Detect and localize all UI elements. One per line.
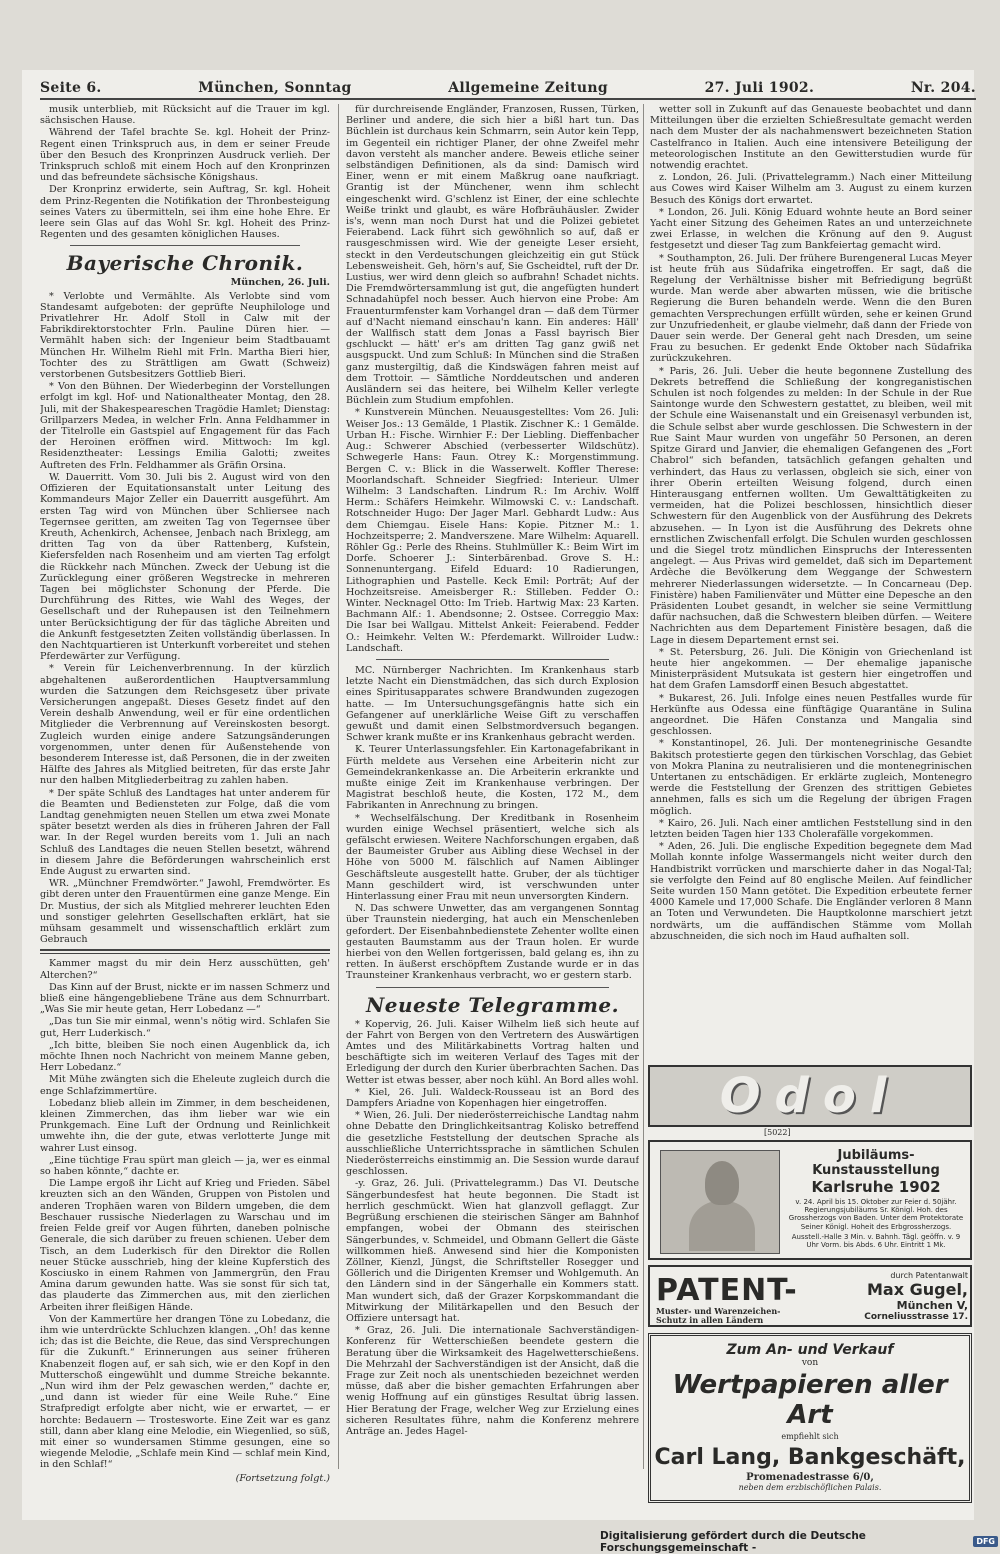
exhibition-text [786,1148,966,1249]
telegram-item: * Kairo, 26. Juli. Nach einer amtlichen Feststellung sind in den letzten beiden Tagen hier 133 Cholerafälle vorgekommen. [650,817,972,840]
ad-code: [5022] [764,1128,791,1137]
serial-paragraph: Die Lampe ergoß ihr Licht auf Krieg und Frieden. Säbel kreuzten sich an den Wänden, Gruppen von Pistolen und anderen Trophäen waren von Bildern umgeben, die dem Beschauer russische Niederlagen zu Warschau und im freien Felde greif vor Augen führten, daneben polnische Generale, die sich darüber zu freuen schienen. Ueber dem Tisch, an dem Luderkisch für den Direktor die Rollen neuer Stücke ausschrieb, hing der kleine Kupferstich des Kosciusko in einem Rahmen von Jammergrün, den Frau Amina darum gewunden hatte. Was sie sonst für sich tat, das plauderte das Zimmerchen aus, mit den zierlichen Arbeiten ihrer fleißigen Hände. [40,1178,330,1313]
patent-heading: PATENT- [656,1273,798,1308]
bank-ad-line-4: empfiehlt sich [781,1432,839,1441]
dateline: München, 26. Juli. [230,277,330,289]
exhibition-details: v. 24. April bis 15. Oktober zur Feier d. 50jähr. Regierungsjubiläums Sr. Königl. Hoh. des Grossherzogs von Baden. Unter dem Protektorate Seiner Königl. Hoheit des Erbgrossherzogs. [788,1198,964,1231]
patent-advertisement [648,1265,972,1327]
news-item: * Verein für Leichenverbrennung. In der kürzlich abgehaltenen außerordentlichen Hauptversammlung wurden die Satzungen dem Reichsgesetz über private Versicherungen angepaßt. Dieses Gesetz findet auf den Verein deshalb Anwendung, weil er für eine ordentlichen Mitglieder die Verbrennung auf Vereinskosten besorgt. Zugleich wurden einige andere Satzungsänderungen vorgenommen, unter denen für Außenstehende von besonderem Interesse ist, daß Personen, die in der zweiten Hälfte des Jahres als Mitglied beitreten, für das erste Jahr nur den halben Mitgliederbeitrag zu zahlen haben. [40,663,330,787]
paragraph: musik unterblieb, mit Rücksicht auf die Trauer im kgl. sächsischen Hause. [40,104,330,127]
serial-paragraph: Das Kinn auf der Brust, nickte er im nassen Schmerz und bließ eine hängengebliebene Träne aus dem Schnurrbart. „Was Sie mir heute getan, Herr Lobedanz —“ [40,981,330,1016]
column-divider [643,104,644,1469]
section-title-neueste-telegramme: Neueste Telegramme. [365,992,620,1017]
patent-street: Corneliusstrasse 17. [864,1312,968,1322]
place-day: München, Sonntag [198,80,352,96]
telegram-item: * Aden, 26. Juli. Die englische Expedition begegnete dem Mad Mollah konnte infolge Wassermangels nicht weiter durch den Handbistrikt vorrücken und marschierte daher in das Nogal-Tal; sie verfolgte den Feind auf 80 englische Meilen. Auf feindlicher Seite wurden 150 Mann getötet. Die Expedition erbeutete ferner 4000 Kamele und 17,000 Schafe. Die Engländer verloren 8 Mann an Toten und Verwundeten. Die Hauptkolonne marschiert jetzt nordwärts, um die auffändischen Stämme vom Mollah abzuschneiden, die sich noch im Haud aufhalten soll. [650,841,972,942]
telegram-item: * Kopervig, 26. Juli. Kaiser Wilhelm ließ sich heute auf der Fahrt von Bergen von den Vertretern des Auswärtigen Amtes und des Militärkabinetts Vortrag halten und beschäftigte sich im weiteren Verlauf des Tages mit der Erledigung der durch den Kurier überbrachten Sachen. Das Wetter ist etwas besser, aber noch kühl. An Bord alles wohl. [346,1018,639,1086]
footer-text: Digitalisierung gefördert durch die Deutsche Forschungsgemeinschaft - [600,1529,866,1554]
odol-advertisement [648,1065,972,1127]
issue-date: 27. Juli 1902. [704,80,815,96]
section-title-bayerische-chronik: Bayerische Chronik. [66,251,304,276]
serial-paragraph: Lobedanz blieb allein im Zimmer, in dem bescheidenen, kleinen Zimmerchen, das ihm lieber war wie ein Prunkgemach. Eine Luft der Ordnung und Reinlichkeit umwehte ihn, die der gute, etwas verlotterte Junge mit wahrer Lust einsog. [40,1097,330,1154]
serial-paragraph: „Das tun Sie mir einmal, wenn's nötig wird. Schlafen Sie gut, Herr Luderkisch.“ [40,1016,330,1039]
telegram-item: * Graz, 26. Juli. Die internationale Sachverständigen-Konferenz für Wetterschießen beendete gestern die Beratung über die Wirksamkeit des Hagelwetterschießens. Die Mehrzahl der Sachverständigen ist der Ansicht, daß die Frage zur Zeit noch als unentschieden bezeichnet werden müsse, daß aber die bisher gemachten Erfahrungen aber wenig Hoffnung auf ein günstiges Resultat übrig lassen. Hier Beratung der Frage, welcher Weg zur Erzielung eines sicheren Resultates führe, nahm die Konferenz mehrere Anträge an. Jedes Hagel- [346,1325,639,1437]
telegram-item: -y. Graz, 26. Juli. (Privattelegramm.) Das VI. Deutsche Sängerbundesfest hat heute begonnen. Die Stadt ist herrlich geschmückt. Wien hat glanzvoll geflaggt. Zur Begrüßung erschienen die steirischen Sänger am Bahnhof empfangen, wobei der Obmann des steirischen Sängerbundes, v. Schmeidel, und Obmann Gellert die Gäste willkommen hieß. Anwesend sind hier die Komponisten Zöllner, Kienzl, Jüngst, die Schriftsteller Rosegger und Göllerich und die Dirigenten Kremser und Wohlgemuth. An den Ländern sind in der Sängerhalle ein Kommers statt. Man wundert sich, daß der Grazer Korpskommandant die Mitwirkung der Militärkapellen und den Besuch der Offiziere untersagt hat. [346,1178,639,1324]
issue-number: Nr. 204. [910,80,976,96]
exhibition-title-2: Kunstausstellung [812,1163,940,1178]
telegram-item: wetter soll in Zukunft auf das Genaueste beobachtet und dann Mitteilungen über die erzielten Schießresultate gemacht werden nach dem Muster der als nachahmenswert bezeichneten Station Castelfranco in Italien. Auch eine intensivere Beteiligung der meteorologischen Institute an den Gewitterstudien wurde für notwendig erachtet. [650,104,972,172]
news-item: * Verlobte und Vermählte. Als Verlobte sind vom Standesamt aufgeboten: der geprüfte Neuphilologe und Privatlehrer Hr. Adolf Stoll in Calw mit der Fabrikdirektorstochter Frln. Pauline Düren hier. — Vermählt haben sich: der Ingenieur beim Stadtbauamt München Hr. Wilhelm Riehl mit Frln. Martha Bieri hier, Tochter des zu Strättligen am Gwatt (Schweiz) verstorbenen Gutsbesitzers Gottlieb Bieri. [40,290,330,381]
serial-paragraph: „Eine tüchtige Frau spürt man gleich — ja, wer es einmal so haben könnte,“ dachte er. [40,1154,330,1178]
news-item: MC. Nürnberger Nachrichten. Im Krankenhaus starb letzte Nacht ein Dienstmädchen, das sich durch Explosion eines Spiritusapparates schwere Brandwunden zugezogen hatte. — Im Untersuchungsgefängnis hatte sich ein Gefangener auf unerklärliche Weise Gift zu verschaffen gewußt und damit einen Selbstmordversuch begangen. Schwer krank mußte er ins Krankenhaus gebracht werden. [346,664,639,744]
serial-paragraph: Kammer magst du mir dein Herz ausschütten, geh' Alterchen?“ [40,958,330,981]
bank-ad-line-2: von [801,1358,819,1368]
telegram-item: * St. Petersburg, 26. Juli. Die Königin von Griechenland ist heute hier angekommen. — Der ehemalige japanische Ministerpräsident Mutsukata ist gestern hier eingetroffen und hat dem Grafen Lamsdorff einen Besuch abgestattet. [650,646,972,692]
telegram-item: * Southampton, 26. Juli. Der frühere Burengeneral Lucas Meyer ist heute früh aus Südafrika eingetroffen. Er sagt, daß die Regelung der Verhältnisse bisher mit Befriedigung begrüßt wurde. Man werde aber abwarten müssen, wie die britische Regierung die Buren behandeln werde. Wenn die den Buren gemachten Versprechungen erfüllt würden, sehe er keinen Grund zur Unzufriedenheit, er glaube vielmehr, daß dann der Friede von Dauer sein werde. Der General geht nach Dresden, um seine Frau zu besuchen. Er gedenkt Ende Oktober nach Südafrika zurückzukehren. [650,252,972,365]
news-item: K. Teurer Unterlassungsfehler. Ein Kartonagefabrikant in Fürth meldete aus Versehen eine Arbeiterin nicht zur Gemeindekrankenkasse an. Die Arbeiterin erkrankte und mußte einige Zeit im Krankenhause verbringen. Der Magistrat beschloß heute, die Kosten, 172 M., dem Fabrikanten in Anrechnung zu bringen. [346,744,639,812]
news-item: N. Das schwere Unwetter, das am vergangenen Sonntag über Traunstein niederging, hat auch ein Menschenleben gefordert. Der Eisenbahnbedienstete Zehenter wollte einen gestauten Baumstamm aus der Traun holen. Er wurde hierbei von den Wellen fortgerissen, bald gelang es, ihn zu retten. In äußerst erschöpftem Zustande wurde er in das Traunsteiner Krankenhaus verbracht, wo er gestern starb. [346,903,639,982]
separator [376,987,609,988]
bank-ad-line-1: Zum An- und Verkauf [726,1342,894,1358]
bank-ad-name: Carl Lang, Bankgeschäft, [654,1445,966,1470]
bank-ad-content [651,1336,969,1492]
newspaper-name: Allgemeine Zeitung [448,80,608,96]
news-item: * Von den Bühnen. Der Wiederbeginn der Vorstellungen erfolgt im kgl. Hof- und Nationaltheater Montag, den 28. Juli, mit der Shakespeareschen Tragödie Hamlet; Dienstag: Grillparzers Medea, in welcher Frln. Anna Feldhammer in der Titelrolle ein Gastspiel auf Engagement für das Fach der Heroinen eröffnen wird. Mittwoch: Im kgl. Residenztheater: Lessings Emilia Galotti; zweites Auftreten des Frln. Feldhammer als Gräfin Orsina. [40,381,330,471]
telegram-item: * Wien, 26. Juli. Der niederösterreichische Landtag nahm ohne Debatte den Dringlichkeitsantrag Kolisko betreffend die gesetzliche Feststellung der deutschen Sprache als ausschließliche Unterrichtssprache in sämtlichen Schulen Niederösterreichs einstimmig an. Die Session wurde darauf geschlossen. [346,1110,639,1178]
column-divider [338,104,339,1469]
exhibition-advertisement [648,1140,972,1260]
patent-subtext: Muster- und Warenzeichen-Schutz in allen Ländern [656,1306,781,1325]
continuation-note: (Fortsetzung folgt.) [235,1472,330,1484]
feuilleton-separator [40,949,330,954]
dfg-logo-icon: DFG [973,1536,998,1547]
bank-ad-headline: Wertpapieren aller Art [672,1370,948,1430]
news-item: * Wechselfälschung. Der Kreditbank in Rosenheim wurden einige Wechsel präsentiert, welche sich als gefälscht erwiesen. Weitere Nachforschungen ergaben, daß der Baumeister Gruber aus Aibling diese Wechsel in der Höhe von 5000 M. fälschlich auf Namen Aiblinger Geschäftsleute ausgestellt hatte. Gruber, der als tüchtiger Mann geschildert wird, ist verschwunden unter Hinterlassung einer Frau mit neun unversorgten Kindern. [346,812,639,903]
exhibition-hours: Ausstell.-Halle 3 Min. v. Bahnh. Tägl. geöffn. v. 9 Uhr Vorm. bis Abds. 6 Uhr. Eintritt 1 Mk. [791,1232,961,1250]
portrait-figure [689,1201,755,1251]
column-2 [346,104,639,1494]
portrait-head [705,1161,739,1205]
paragraph: Der Kronprinz erwiderte, sein Auftrag, Sr. kgl. Hoheit dem Prinz-Regenten die Notifikation der Thronbesteigung seines Vaters zu übermitteln, sei ihm eine hohe Ehre. Er leere sein Glas auf das Wohl Sr. kgl. Hoheit des Prinz-Regenten und des gesamten königlichen Hauses. [40,184,330,241]
serial-paragraph: Von der Kammertüre her drangen Töne zu Lobedanz, die ihm wie unterdrückte Schluchzen klangen. „Oh! das kenne ich; das ist die Beichte, die Reue, das sind Versprechungen für die Zukunft.“ Erinnerungen aus seiner früheren Knabenzeit flogen auf, er sah sich, wie er den Kopf in den Mutterschoß eingewühlt und dumme Streiche bekannte. „Nun wird ihm der Pelz gewaschen werden,“ dachte er, „und dann ist wieder für eine Weile Ruhe.“ Eine Strafpredigt erfolgte aber nicht, wie er erwartet, — er horchte: Bedauern — Trostesworte. Eine Zeit war es ganz still, dann aber klang eine Melodie, ein Wiegenlied, so süß, mit einer so wundersamen Stimme gesungen, eine so wiegende Melodie, „Schlafe mein Kind — schlaf mein Kind, in den Schlaf!“ [40,1313,330,1471]
separator [70,245,300,246]
news-item: WR. „Münchner Fremdwörter.“ Jawohl, Fremdwörter. Es gibt deren unter den Frauentürmen eine ganze Menge. Ein Dr. Mustius, der sich als Mitglied mehrerer leuchten Eden und sonstiger gelehrten Gesellschaften erklärt, hat sie mühsam gesammelt und wissenschaftlich erklärt zum Gebrauch [40,878,330,946]
bank-ad-location: neben dem erzbischöflichen Palais. [738,1483,882,1492]
column-3 [650,104,972,1059]
patent-name: Max Gugel, [867,1280,968,1299]
news-item: * Der späte Schluß des Landtages hat unter anderem für die Beamten und Bediensteten zur Folge, daß die vom Landtag genehmigten neuen Stellen um etwa zwei Monate später besetzt werden als dies in früheren Jahren der Fall war. In der Regel wurden bereits vom 1. Juli an nach Schluß des Landtages die neuen Stellen besetzt, während in diesem Jahre die Beförderungen wahrscheinlich erst Ende August zu erwarten sind. [40,787,330,877]
column-1 [40,104,330,1494]
patent-by: durch Patentanwalt [890,1271,968,1280]
news-item: W. Dauerritt. Vom 30. Juli bis 2. August wird von den Offizieren der Equitationsanstalt unter Leitung des Kommandeurs Major Zeller ein Dauerritt ausgeführt. Am ersten Tag wird von München über Schliersee nach Tegernsee geritten, am zweiten Tag von Tegernsee über Kreuth, Achenkirch, Achensee, Jenbach nach Brixlegg, am dritten Tag von da über Rattenberg, Kufstein, Kiefersfelden nach Rosenheim und am vierten Tag erfolgt die Rückkehr nach München. Zweck der Uebung ist die Zurücklegung einer größeren Wegstrecke in mehreren Tagen bei möglichster Schonung der Pferde. Die Durchführung des Rittes, wie Wahl des Weges, der Gesellschaft und der Ruhepausen ist den Teilnehmern unter Berücksichtigung der für das tägliche Abreiten und die Ankunft festgesetzten Zeiten vollständig überlassen. In den Nachtquartieren ist Unterkunft vorbereitet und stehen Pferdewärter zur Verfügung. [40,471,330,663]
paragraph: Während der Tafel brachte Se. kgl. Hoheit der Prinz-Regent einen Trinkspruch aus, in dem er seiner Freude über den Besuch des Kronprinzen Ausdruck verlieh. Der Trinkspruch schloß mit einem Hoch auf den Kronprinzen und das befreundete sächsische Königshaus. [40,127,330,184]
paragraph: für durchreisende Engländer, Franzosen, Russen, Türken, Berliner und andere, die sich hier a bißl hart tun. Das Büchlein ist durchaus kein Schmarrn, sein Autor kein Tepp, im Gegenteil ein richtiger Planer, der ohne Zweifel mehr davon versteht als mancher andere. Beweis etliche seiner selbständigen Definitionen, als da sind: Damisch wird Einer, wenn er mit einem Maßkrug oane naufkriagt. Grantig ist der Münchener, wenn ihm schlecht eingeschenkt wird. G'schlenz ist Einer, der eine schlechte Weiße trinkt und glaubt, es wäre Hofbräuhäusler. Zwider is's, wenn man noch Durst hat und die Polizei gebietet Feierabend. Lack führt sich gewöhnlich so auf, daß er rausgeschmissen wird. Wie der geneigte Leser ersieht, steckt in den Verdeutschungen gleichzeitig ein gut Stück Lebensweisheit. Geh, hörn's auf, Sie Gscheidtel, ruft der Dr. Lustius, wer wird denn gleich so aufbrahn! Schadet nichts. Die Fremdwörtersammlung ist gut, die angefügten hundert Schnadahüpfel noch besser. Auch hiervon eine Probe: Am Frauenturmfenster kam Vorhangel dran — daß dem Türmer auf d'Nacht niemand einschau'n kann. Ein anderes: Häll' der Wallfisch statt dem Jonas a Fassl bayrisch Bier gschluckt — hätt' er's am dritten Tag ganz gwiß net ausgspuckt. Und zum Schluß: In München sind die Straßen ganz mustergiltig, daß die Kindswägen fahren meist auf dem Trottoir. — Sämtliche Norddeutschen und anderen Ausländern sei das heitere, bei Wilhelm Keller verlegte Büchlein zum Studium empfohlen. [346,104,639,407]
patent-city: München V, [896,1299,968,1312]
page-number: Seite 6. [40,80,102,96]
separator [376,659,609,660]
telegram-item: * Paris, 26. Juli. Ueber die heute begonnene Zustellung des Dekrets betreffend die Schließung der kongreganistischen Schulen ist noch folgendes zu melden: In der Schule in der Rue Saintonge wurde den Schwestern gestattet, zu bleiben, weil mit der Schule eine Waisenanstalt und ein Greisenasyl verbunden ist, die Schule selbst aber wurde geschlossen. Die Schwestern in der Rue Saint Maur wurden von ungefähr 50 Personen, an deren Spitze Girard und Janvier, die ehemaligen Gefangenen des „Fort Chabrol“ sich befanden, tatsächlich gefangen gehalten und verhindert, das Haus zu verlassen, obgleich sie sich, einer von ihrer Oberin erteilten Weisung folgend, durch einen Hinterausgang entfernen wollten. Um Gewalttätigkeiten zu vermeiden, hat die Polizei beschlossen, hinsichtlich dieser Schwestern für den Augenblick von der Ausführung des Dekrets abzusehen. — In Lyon ist die Ausführung des Dekrets ohne ernstlichen Zwischenfall erfolgt. Die Schulen wurden geschlossen und die Siegel trotz mündlichen Einspruchs der Interessenten angelegt. — Aus Privas wird gemeldet, daß sich im Departement Ardèche die Bevölkerung dem Weggange der Schwestern mehrerer Niederlassungen widersetzte. — In Concarneau (Dep. Finistère) haben Familienväter und Mütter eine Depesche an den Präsidenten Loubet gesandt, in welcher sie seine Vermittlung dafür nachsuchen, daß die Schwestern bleiben dürfen. — Weitere Nachrichten aus dem Departement Finistère besagen, daß die Lage in diesem Departement ernst sei. [650,365,972,646]
telegram-item: * Kiel, 26. Juli. Waldeck-Rousseau ist an Bord des Dampfers Ariadne von Kopenhagen hier eingetroffen. [346,1086,639,1110]
telegram-item: * Bukarest, 26. Juli. Infolge eines neuen Pestfalles wurde für Herkünfte aus Odessa eine fünftägige Quarantäne in Sulina angeordnet. Die Häfen Constanza und Mangalia sind geschlossen. [650,692,972,738]
header-rule [40,98,976,100]
serial-paragraph: Mit Mühe zwängten sich die Eheleute zugleich durch die enge Schlafzimmertüre. [40,1074,330,1097]
telegram-item: * Konstantinopel, 26. Juli. Der montenegrinische Gesandte Bakitsch protestierte gegen den türkischen Vorschlag, das Gebiet von Mokra Planina zu neutralisieren und die montenegrinischen Untertanen zu entschädigen. Er erklärte zugleich, Montenegro werde die Feststellung der Grenzen des strittigen Gebietes annehmen, falls es sich um die Regelung der übrigen Fragen möglich. [650,738,972,817]
news-item: * Kunstverein München. Neuausgestelltes: Vom 26. Juli: Weiser Jos.: 13 Gemälde, 1 Plastik. Zischner K.: 1 Gemälde. Urban H.: Fische. Wirnhier F.: Der Liebling. Dieffenbacher Aug.: Schwerer Abschied (verbesserter Wildschütz). Schwegerle Hans: Faun. Otrey K.: Morgenstimmung. Bergen C. v.: Blick in die Wasserwelt. Koffler Therese: Moorlandschaft. Schneider Siegfried: Interieur. Ulmer Wilhelm: 3 Landschaften. Lindrum R.: Im Archiv. Wolff Herm.: Schäfers Heimkehr. Wilmowski C. v.: Landschaft. Rotschneider Hugo: Der Jager Marl. Gebhardt Ludw.: Aus dem Chiemgau. Eisele Hans: Kopie. Pitzner M.: 1. Hochzeitsperre; 2. Mandverszene. Mare Wilhelm: Aquarell. Röhler Gg.: Perle des Rheins. Stuhlmüller K.: Beim Wirt im Dorfe. Schoerer J.: Sinterbärenbad. Grove S. H.: Sonnenuntergang. Eifeld Eduard: 10 Radierungen, Lithographien und Pastelle. Keck Emil: Porträt; Auf der Hochzeitsreise. Ameisberger R.: Stilleben. Fedder O.: Winter. Necknagel Otto: Im Trieb. Hartwig Max: 23 Karten. Bachmann Alf.: 1. Abendsonne; 2. Ostsee. Correggio Max: Die Isar bei Wallgau. Mittelst Ankeit: Feierabend. Fedder O.: Heimkehr. Velten W.: Pferdemarkt. Willroider Ludw.: Landschaft. [346,407,639,654]
serial-paragraph: „Ich bitte, bleiben Sie noch einen Augenblick da, ich möchte Ihnen noch Nachricht von meinem Manne geben, Herr Lobedanz.“ [40,1039,330,1074]
digitization-footer [600,1529,998,1554]
bank-advertisement [648,1333,972,1503]
page-header [40,78,976,98]
exhibition-title-1: Jubiläums- [837,1148,915,1163]
patent-attorney [820,1271,968,1322]
bank-ad-address: Promenadestrasse 6/0, [746,1472,874,1483]
woman-portrait-illustration [660,1150,780,1254]
telegram-item: * London, 26. Juli. König Eduard wohnte heute an Bord seiner Yacht einer Sitzung des Geheimen Rates an und unterzeichnete zwei Erlasse, in welchen die Krönung auf den 9. August festgesetzt und dieser Tag zum Bankfeiertag gemacht wird. [650,206,972,252]
exhibition-title-3: Karlsruhe 1902 [811,1178,941,1196]
telegram-item: z. London, 26. Juli. (Privattelegramm.) Nach einer Mitteilung aus Cowes wird Kaiser Wilhelm am 3. August zu einem kurzen Besuch des Königs dort erwartet. [650,172,972,206]
odol-logo: Odol [719,1068,901,1124]
